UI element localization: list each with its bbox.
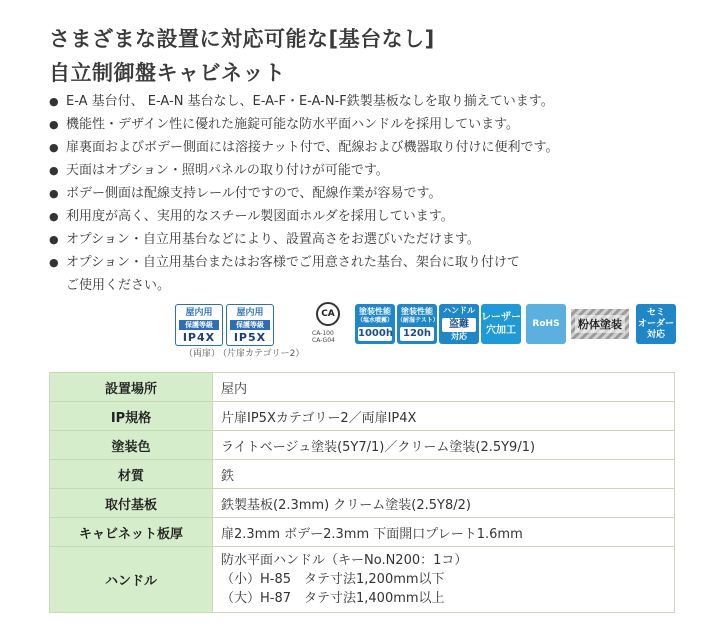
badge-label: レーザー xyxy=(481,312,521,323)
ca-code: CA-100 xyxy=(312,330,334,337)
page-subtitle: 自立制御盤キャビネット xyxy=(49,61,286,85)
badge-value: 1000h xyxy=(358,328,393,339)
ip4x-badge-mid: 保護等級 xyxy=(179,320,219,330)
feature-item: ● 天面はオプション・照明パネルの取り付けが可能です。 xyxy=(49,159,719,182)
ip4x-caption: （両扉） xyxy=(184,349,221,359)
ip5x-badge xyxy=(226,304,274,346)
badge-label: 塗装性能 xyxy=(359,307,391,316)
feature-item: ● ボデー側面は配線支持レール付ですので、配線作業が容易です。 xyxy=(49,182,719,205)
anti-theft-handle-badge xyxy=(439,304,479,344)
page-title: さまざまな設置に対応可能な[基台なし] xyxy=(49,27,435,51)
feature-item: ● 扉裏面およびボデー側面には溶接ナット付で、配線および機器取り付けに便利です。 xyxy=(49,136,719,159)
spec-value: ライトベージュ塗装(5Y7/1)／クリーム塗装(2.5Y9/1) xyxy=(213,431,675,460)
laser-hole-badge xyxy=(481,304,521,344)
ip5x-badge-rating: IP5X xyxy=(233,331,267,344)
badge-value: 盗難 xyxy=(442,318,476,332)
spec-label: 取付基板 xyxy=(50,489,213,518)
handle-line: （小）H-85 タテ寸法1,200mm以下 xyxy=(221,572,445,587)
spec-value: 片扉IP5Xカテゴリー2／両扉IP4X xyxy=(213,402,675,431)
badge-value: 120h xyxy=(400,327,434,341)
spec-label: 材質 xyxy=(50,460,213,489)
badge-label: ハンドル xyxy=(443,306,475,315)
spec-label: IP規格 xyxy=(50,402,213,431)
badge-label: 粉体塗装 xyxy=(575,315,625,333)
ip4x-badge-rating: IP4X xyxy=(182,331,216,344)
table-row xyxy=(50,460,675,489)
table-row xyxy=(50,489,675,518)
spec-label: キャビネット板厚 xyxy=(50,518,213,547)
badge-label: オーダー xyxy=(637,318,674,329)
spec-label: 塗装色 xyxy=(50,431,213,460)
feature-list xyxy=(49,90,719,297)
handle-line: 防水平面ハンドル（キーNo.N200：1コ） xyxy=(221,553,468,568)
badge-label: セミ xyxy=(646,307,665,318)
badge-label: 穴加工 xyxy=(486,325,516,336)
feature-item-line: ご使用ください。 xyxy=(66,278,171,293)
paint-salt-spray-badge xyxy=(355,304,395,344)
ip5x-caption: （片扉カテゴリー2） xyxy=(218,349,305,359)
paint-humidity-badge xyxy=(397,304,437,344)
badge-sublabel: （耐湿テスト） xyxy=(397,317,439,324)
badge-sublabel: （塩水噴霧） xyxy=(356,317,393,324)
badge-label: 塗装性能 xyxy=(401,307,433,316)
spec-value: 屋内 xyxy=(213,373,675,402)
handle-line: （大）H-87 タテ寸法1,400mm以上 xyxy=(221,591,445,606)
ca-certification-icon: CA xyxy=(316,302,340,326)
table-row xyxy=(50,373,675,402)
table-row xyxy=(50,431,675,460)
ip4x-badge-top: 屋内用 xyxy=(185,308,213,318)
badge-label: 対応 xyxy=(451,332,467,341)
spec-value: 鉄 xyxy=(213,460,675,489)
spec-value: 鉄製基板(2.3mm) クリーム塗装(2.5Y8/2) xyxy=(213,489,675,518)
table-row xyxy=(50,518,675,547)
semi-order-badge xyxy=(636,304,676,344)
feature-item xyxy=(49,251,719,297)
ip5x-badge-mid: 保護等級 xyxy=(230,320,270,330)
rohs-badge: RoHS xyxy=(526,304,566,344)
spec-table xyxy=(49,372,675,613)
table-row xyxy=(50,402,675,431)
ip5x-badge-top: 屋内用 xyxy=(236,308,264,318)
ip4x-badge xyxy=(175,304,223,346)
spec-value xyxy=(213,547,675,613)
spec-value: 扉2.3mm ボデー2.3mm 下面開口プレート1.6mm xyxy=(213,518,675,547)
table-row xyxy=(50,547,675,613)
ca-code: CA-G04 xyxy=(312,337,335,344)
spec-label: 設置場所 xyxy=(50,373,213,402)
badge-label: 対応 xyxy=(646,329,665,340)
feature-item-line: ● オプション・自立用基台またはお客様でご用意された基台、架台に取り付けて xyxy=(66,255,520,270)
feature-item: ● E-A 基台付、 E-A-N 基台なし、E-A-F・E-A-N-F鉄製基板なしを取り揃えています。 xyxy=(49,90,719,113)
feature-item: ● 利用度が高く、実用的なスチール製図面ホルダを採用しています。 xyxy=(49,205,719,228)
spec-label: ハンドル xyxy=(50,547,213,613)
feature-item: ● 機能性・デザイン性に優れた施錠可能な防水平面ハンドルを採用しています。 xyxy=(49,113,719,136)
powder-coating-badge xyxy=(571,309,629,339)
feature-item: ● オプション・自立用基台などにより、設置高さをお選びいただけます。 xyxy=(49,228,719,251)
